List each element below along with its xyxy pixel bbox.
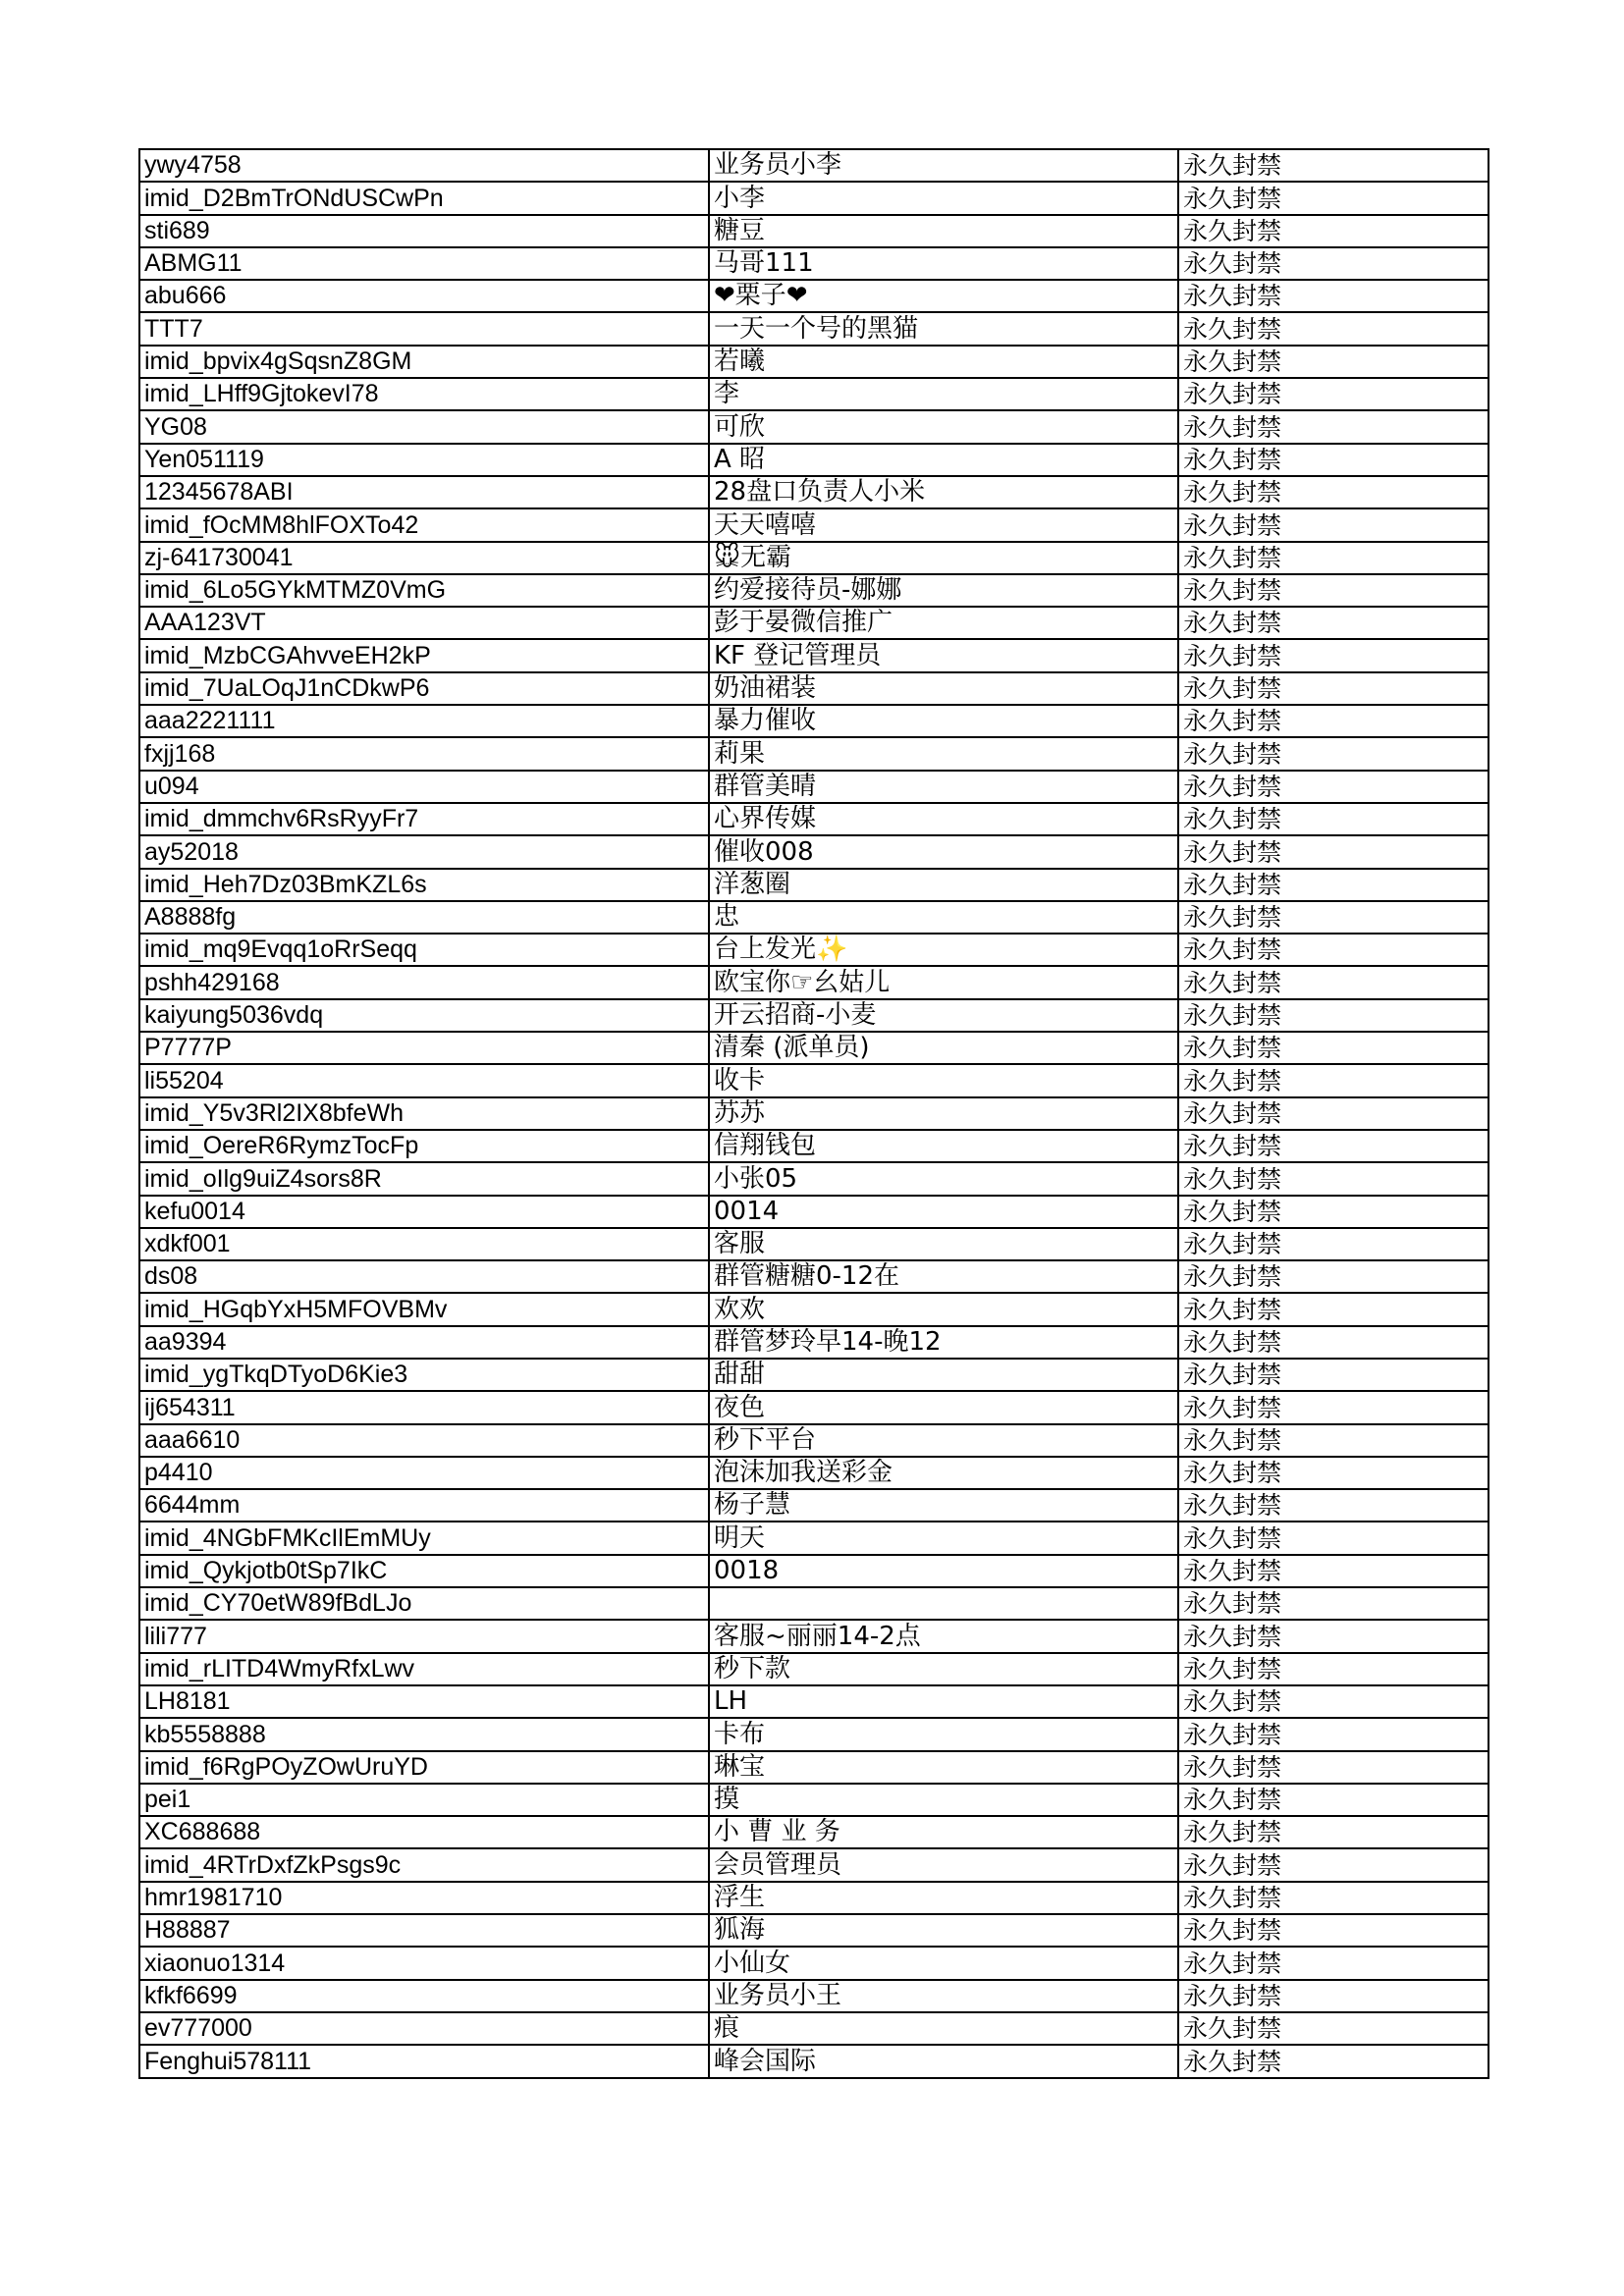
table-row bbox=[139, 1816, 1489, 1848]
nickname-cell: 泡沫加我送彩金 bbox=[709, 1457, 1178, 1489]
account-id-cell: imid_4NGbFMKcIlEmMUy bbox=[139, 1522, 709, 1554]
account-id-cell: imid_mq9Evqq1oRrSeqq bbox=[139, 934, 709, 966]
nickname-cell: 峰会国际 bbox=[709, 2045, 1178, 2077]
table-row bbox=[139, 1489, 1489, 1522]
nickname-cell: 秒下平台 bbox=[709, 1424, 1178, 1457]
ban-status-cell: 永久封禁 bbox=[1178, 542, 1489, 574]
table-row bbox=[139, 901, 1489, 934]
table-row bbox=[139, 1882, 1489, 1914]
account-id-cell: kaiyung5036vdq bbox=[139, 999, 709, 1032]
table-row bbox=[139, 1947, 1489, 1979]
ban-status-cell: 永久封禁 bbox=[1178, 1424, 1489, 1457]
ban-status-cell: 永久封禁 bbox=[1178, 1914, 1489, 1947]
nickname-cell: 天天嘻嘻 bbox=[709, 508, 1178, 541]
table-row bbox=[139, 1162, 1489, 1195]
table-row bbox=[139, 182, 1489, 214]
nickname-cell: 秒下款 bbox=[709, 1653, 1178, 1685]
ban-status-cell: 永久封禁 bbox=[1178, 1196, 1489, 1228]
nickname-cell: 小李 bbox=[709, 182, 1178, 214]
table-row bbox=[139, 215, 1489, 247]
table-row bbox=[139, 247, 1489, 280]
account-id-cell: 12345678ABI bbox=[139, 476, 709, 508]
table-row bbox=[139, 444, 1489, 476]
account-id-cell: imid_Heh7Dz03BmKZL6s bbox=[139, 869, 709, 901]
table-row bbox=[139, 410, 1489, 443]
nickname-cell: 会员管理员 bbox=[709, 1848, 1178, 1881]
nickname-cell: 马哥111 bbox=[709, 247, 1178, 280]
account-id-cell: fxjj168 bbox=[139, 737, 709, 770]
nickname-cell: 彭于晏微信推广 bbox=[709, 607, 1178, 639]
account-id-cell: ij654311 bbox=[139, 1391, 709, 1423]
account-id-cell: kefu0014 bbox=[139, 1196, 709, 1228]
nickname-cell: KF 登记管理员 bbox=[709, 639, 1178, 671]
ban-status-cell: 永久封禁 bbox=[1178, 378, 1489, 410]
ban-status-cell: 永久封禁 bbox=[1178, 1816, 1489, 1848]
ban-status-cell: 永久封禁 bbox=[1178, 1130, 1489, 1162]
table-row bbox=[139, 1685, 1489, 1718]
ban-status-cell: 永久封禁 bbox=[1178, 182, 1489, 214]
account-id-cell: A8888fg bbox=[139, 901, 709, 934]
account-id-cell: imid_oIlg9uiZ4sors8R bbox=[139, 1162, 709, 1195]
ban-status-cell: 永久封禁 bbox=[1178, 1882, 1489, 1914]
ban-status-cell: 永久封禁 bbox=[1178, 215, 1489, 247]
account-id-cell: imid_Qykjotb0tSp7IkC bbox=[139, 1555, 709, 1587]
table-row bbox=[139, 737, 1489, 770]
table-row bbox=[139, 1326, 1489, 1359]
account-id-cell: XC688688 bbox=[139, 1816, 709, 1848]
ban-status-cell: 永久封禁 bbox=[1178, 1162, 1489, 1195]
table-row bbox=[139, 705, 1489, 737]
ban-status-cell: 永久封禁 bbox=[1178, 247, 1489, 280]
account-id-cell: ay52018 bbox=[139, 835, 709, 868]
table-row bbox=[139, 672, 1489, 705]
nickname-cell: 收卡 bbox=[709, 1064, 1178, 1096]
account-id-cell: P7777P bbox=[139, 1032, 709, 1064]
account-id-cell: kfkf6699 bbox=[139, 1980, 709, 2012]
ban-status-cell: 永久封禁 bbox=[1178, 1391, 1489, 1423]
table-row bbox=[139, 2045, 1489, 2077]
account-id-cell: imid_CY70etW89fBdLJo bbox=[139, 1587, 709, 1620]
nickname-cell: 夜色 bbox=[709, 1391, 1178, 1423]
nickname-cell: 群管美晴 bbox=[709, 771, 1178, 803]
nickname-cell: LH bbox=[709, 1685, 1178, 1718]
table-row bbox=[139, 1391, 1489, 1423]
ban-status-cell: 永久封禁 bbox=[1178, 1326, 1489, 1359]
nickname-cell: 暴力催收 bbox=[709, 705, 1178, 737]
ban-status-cell: 永久封禁 bbox=[1178, 999, 1489, 1032]
table-row bbox=[139, 476, 1489, 508]
table-row bbox=[139, 1784, 1489, 1816]
account-id-cell: imid_OereR6RymzTocFp bbox=[139, 1130, 709, 1162]
account-id-cell: zj-641730041 bbox=[139, 542, 709, 574]
account-id-cell: aa9394 bbox=[139, 1326, 709, 1359]
account-id-cell: sti689 bbox=[139, 215, 709, 247]
table-row bbox=[139, 1097, 1489, 1130]
table-row bbox=[139, 280, 1489, 312]
nickname-cell: 清秦 (派单员) bbox=[709, 1032, 1178, 1064]
table-row bbox=[139, 1130, 1489, 1162]
ban-status-cell: 永久封禁 bbox=[1178, 1359, 1489, 1391]
nickname-cell: 群管糖糖0-12在 bbox=[709, 1260, 1178, 1293]
ban-status-cell: 永久封禁 bbox=[1178, 149, 1489, 182]
ban-status-cell: 永久封禁 bbox=[1178, 444, 1489, 476]
table-row bbox=[139, 1293, 1489, 1325]
nickname-cell: 小 曹 业 务 bbox=[709, 1816, 1178, 1848]
nickname-cell: 台上发光✨ bbox=[709, 934, 1178, 966]
ban-status-cell: 永久封禁 bbox=[1178, 1522, 1489, 1554]
nickname-cell bbox=[709, 1587, 1178, 1620]
nickname-cell: 客服~丽丽14-2点 bbox=[709, 1620, 1178, 1652]
table-row bbox=[139, 508, 1489, 541]
account-id-cell: ev777000 bbox=[139, 2012, 709, 2045]
nickname-cell: 催收008 bbox=[709, 835, 1178, 868]
ban-status-cell: 永久封禁 bbox=[1178, 1718, 1489, 1750]
table-row bbox=[139, 835, 1489, 868]
account-id-cell: imid_ygTkqDTyoD6Kie3 bbox=[139, 1359, 709, 1391]
account-id-cell: ABMG11 bbox=[139, 247, 709, 280]
nickname-cell: 糖豆 bbox=[709, 215, 1178, 247]
table-row bbox=[139, 346, 1489, 378]
ban-status-cell: 永久封禁 bbox=[1178, 737, 1489, 770]
account-id-cell: aaa6610 bbox=[139, 1424, 709, 1457]
nickname-cell: 忠 bbox=[709, 901, 1178, 934]
nickname-cell: 心界传媒 bbox=[709, 803, 1178, 835]
account-id-cell: imid_D2BmTrONdUSCwPn bbox=[139, 182, 709, 214]
ban-status-cell: 永久封禁 bbox=[1178, 312, 1489, 345]
table-row bbox=[139, 1032, 1489, 1064]
ban-status-cell: 永久封禁 bbox=[1178, 2045, 1489, 2077]
table-row bbox=[139, 1555, 1489, 1587]
ban-status-cell: 永久封禁 bbox=[1178, 1947, 1489, 1979]
account-id-cell: imid_dmmchv6RsRyyFr7 bbox=[139, 803, 709, 835]
ban-status-cell: 永久封禁 bbox=[1178, 1555, 1489, 1587]
table-row bbox=[139, 771, 1489, 803]
table-row bbox=[139, 378, 1489, 410]
nickname-cell: 可欣 bbox=[709, 410, 1178, 443]
nickname-cell: 奶油裙装 bbox=[709, 672, 1178, 705]
nickname-cell: 摸 bbox=[709, 1784, 1178, 1816]
account-id-cell: ds08 bbox=[139, 1260, 709, 1293]
account-id-cell: AAA123VT bbox=[139, 607, 709, 639]
account-id-cell: p4410 bbox=[139, 1457, 709, 1489]
ban-status-cell: 永久封禁 bbox=[1178, 1260, 1489, 1293]
account-id-cell: Yen051119 bbox=[139, 444, 709, 476]
table-row bbox=[139, 803, 1489, 835]
table-row bbox=[139, 869, 1489, 901]
account-id-cell: 6644mm bbox=[139, 1489, 709, 1522]
table-row bbox=[139, 1424, 1489, 1457]
table-row bbox=[139, 1457, 1489, 1489]
ban-status-cell: 永久封禁 bbox=[1178, 835, 1489, 868]
account-id-cell: imid_LHff9GjtokevI78 bbox=[139, 378, 709, 410]
account-id-cell: pei1 bbox=[139, 1784, 709, 1816]
nickname-cell: 28盘口负责人小米 bbox=[709, 476, 1178, 508]
account-id-cell: imid_MzbCGAhvveEH2kP bbox=[139, 639, 709, 671]
nickname-cell: 🐭无霸 bbox=[709, 542, 1178, 574]
nickname-cell: 杨子慧 bbox=[709, 1489, 1178, 1522]
nickname-cell: 欢欢 bbox=[709, 1293, 1178, 1325]
ban-status-cell: 永久封禁 bbox=[1178, 771, 1489, 803]
table-row bbox=[139, 1718, 1489, 1750]
nickname-cell: 欧宝你☞幺姑儿 bbox=[709, 966, 1178, 998]
nickname-cell: 客服 bbox=[709, 1228, 1178, 1260]
ban-status-cell: 永久封禁 bbox=[1178, 803, 1489, 835]
account-id-cell: TTT7 bbox=[139, 312, 709, 345]
table-row bbox=[139, 1653, 1489, 1685]
nickname-cell: 0014 bbox=[709, 1196, 1178, 1228]
table-row bbox=[139, 1848, 1489, 1881]
ban-status-cell: 永久封禁 bbox=[1178, 1848, 1489, 1881]
ban-status-cell: 永久封禁 bbox=[1178, 1064, 1489, 1096]
ban-status-cell: 永久封禁 bbox=[1178, 1751, 1489, 1784]
table-row bbox=[139, 1260, 1489, 1293]
table-row bbox=[139, 934, 1489, 966]
account-id-cell: xdkf001 bbox=[139, 1228, 709, 1260]
nickname-cell: 0018 bbox=[709, 1555, 1178, 1587]
nickname-cell: ❤栗子❤ bbox=[709, 280, 1178, 312]
ban-status-cell: 永久封禁 bbox=[1178, 2012, 1489, 2045]
table-row bbox=[139, 542, 1489, 574]
nickname-cell: 业务员小李 bbox=[709, 149, 1178, 182]
ban-status-cell: 永久封禁 bbox=[1178, 410, 1489, 443]
ban-status-cell: 永久封禁 bbox=[1178, 672, 1489, 705]
account-id-cell: abu666 bbox=[139, 280, 709, 312]
ban-status-cell: 永久封禁 bbox=[1178, 966, 1489, 998]
ban-status-cell: 永久封禁 bbox=[1178, 869, 1489, 901]
table-row bbox=[139, 1064, 1489, 1096]
account-id-cell: imid_4RTrDxfZkPsgs9c bbox=[139, 1848, 709, 1881]
table-row bbox=[139, 1522, 1489, 1554]
account-id-cell: hmr1981710 bbox=[139, 1882, 709, 1914]
account-id-cell: pshh429168 bbox=[139, 966, 709, 998]
nickname-cell: 苏苏 bbox=[709, 1097, 1178, 1130]
table-row bbox=[139, 1196, 1489, 1228]
table-row bbox=[139, 1620, 1489, 1652]
ban-status-cell: 永久封禁 bbox=[1178, 1032, 1489, 1064]
ban-status-cell: 永久封禁 bbox=[1178, 280, 1489, 312]
nickname-cell: 明天 bbox=[709, 1522, 1178, 1554]
nickname-cell: 洋葱圈 bbox=[709, 869, 1178, 901]
table-row bbox=[139, 966, 1489, 998]
account-id-cell: Fenghui578111 bbox=[139, 2045, 709, 2077]
ban-status-cell: 永久封禁 bbox=[1178, 1980, 1489, 2012]
ban-status-cell: 永久封禁 bbox=[1178, 1685, 1489, 1718]
ban-status-cell: 永久封禁 bbox=[1178, 574, 1489, 607]
nickname-cell: 李 bbox=[709, 378, 1178, 410]
table-row bbox=[139, 1751, 1489, 1784]
table-row bbox=[139, 2012, 1489, 2045]
ban-list-table bbox=[138, 148, 1489, 2079]
table-row bbox=[139, 312, 1489, 345]
account-id-cell: xiaonuo1314 bbox=[139, 1947, 709, 1979]
ban-status-cell: 永久封禁 bbox=[1178, 508, 1489, 541]
ban-status-cell: 永久封禁 bbox=[1178, 1784, 1489, 1816]
ban-status-cell: 永久封禁 bbox=[1178, 1489, 1489, 1522]
ban-status-cell: 永久封禁 bbox=[1178, 934, 1489, 966]
table-row bbox=[139, 639, 1489, 671]
ban-list-body bbox=[139, 149, 1489, 2078]
table-row bbox=[139, 149, 1489, 182]
ban-status-cell: 永久封禁 bbox=[1178, 1587, 1489, 1620]
ban-status-cell: 永久封禁 bbox=[1178, 1228, 1489, 1260]
ban-status-cell: 永久封禁 bbox=[1178, 1457, 1489, 1489]
nickname-cell: 开云招商-小麦 bbox=[709, 999, 1178, 1032]
account-id-cell: H88887 bbox=[139, 1914, 709, 1947]
nickname-cell: 业务员小王 bbox=[709, 1980, 1178, 2012]
account-id-cell: aaa2221111 bbox=[139, 705, 709, 737]
ban-status-cell: 永久封禁 bbox=[1178, 901, 1489, 934]
account-id-cell: imid_fOcMM8hlFOXTo42 bbox=[139, 508, 709, 541]
ban-status-cell: 永久封禁 bbox=[1178, 639, 1489, 671]
nickname-cell: 痕 bbox=[709, 2012, 1178, 2045]
nickname-cell: 卡布 bbox=[709, 1718, 1178, 1750]
account-id-cell: imid_HGqbYxH5MFOVBMv bbox=[139, 1293, 709, 1325]
table-row bbox=[139, 1228, 1489, 1260]
account-id-cell: u094 bbox=[139, 771, 709, 803]
account-id-cell: YG08 bbox=[139, 410, 709, 443]
account-id-cell: imid_7UaLOqJ1nCDkwP6 bbox=[139, 672, 709, 705]
account-id-cell: imid_bpvix4gSqsnZ8GM bbox=[139, 346, 709, 378]
table-row bbox=[139, 1587, 1489, 1620]
ban-status-cell: 永久封禁 bbox=[1178, 1653, 1489, 1685]
nickname-cell: A 昭 bbox=[709, 444, 1178, 476]
account-id-cell: kb5558888 bbox=[139, 1718, 709, 1750]
account-id-cell: imid_6Lo5GYkMTMZ0VmG bbox=[139, 574, 709, 607]
nickname-cell: 约爱接待员-娜娜 bbox=[709, 574, 1178, 607]
table-row bbox=[139, 1914, 1489, 1947]
account-id-cell: imid_Y5v3Rl2IX8bfeWh bbox=[139, 1097, 709, 1130]
account-id-cell: imid_f6RgPOyZOwUruYD bbox=[139, 1751, 709, 1784]
ban-status-cell: 永久封禁 bbox=[1178, 346, 1489, 378]
table-row bbox=[139, 574, 1489, 607]
nickname-cell: 莉果 bbox=[709, 737, 1178, 770]
account-id-cell: ywy4758 bbox=[139, 149, 709, 182]
account-id-cell: lili777 bbox=[139, 1620, 709, 1652]
nickname-cell: 群管梦玲早14-晚12 bbox=[709, 1326, 1178, 1359]
nickname-cell: 浮生 bbox=[709, 1882, 1178, 1914]
nickname-cell: 小仙女 bbox=[709, 1947, 1178, 1979]
nickname-cell: 一天一个号的黑猫 bbox=[709, 312, 1178, 345]
table-row bbox=[139, 607, 1489, 639]
ban-status-cell: 永久封禁 bbox=[1178, 1293, 1489, 1325]
ban-status-cell: 永久封禁 bbox=[1178, 705, 1489, 737]
account-id-cell: li55204 bbox=[139, 1064, 709, 1096]
nickname-cell: 小张05 bbox=[709, 1162, 1178, 1195]
ban-status-cell: 永久封禁 bbox=[1178, 607, 1489, 639]
nickname-cell: 琳宝 bbox=[709, 1751, 1178, 1784]
nickname-cell: 狐海 bbox=[709, 1914, 1178, 1947]
account-id-cell: imid_rLITD4WmyRfxLwv bbox=[139, 1653, 709, 1685]
nickname-cell: 若曦 bbox=[709, 346, 1178, 378]
nickname-cell: 甜甜 bbox=[709, 1359, 1178, 1391]
ban-status-cell: 永久封禁 bbox=[1178, 476, 1489, 508]
table-row bbox=[139, 999, 1489, 1032]
table-row bbox=[139, 1359, 1489, 1391]
ban-status-cell: 永久封禁 bbox=[1178, 1097, 1489, 1130]
table-row bbox=[139, 1980, 1489, 2012]
nickname-cell: 信翔钱包 bbox=[709, 1130, 1178, 1162]
account-id-cell: LH8181 bbox=[139, 1685, 709, 1718]
ban-status-cell: 永久封禁 bbox=[1178, 1620, 1489, 1652]
